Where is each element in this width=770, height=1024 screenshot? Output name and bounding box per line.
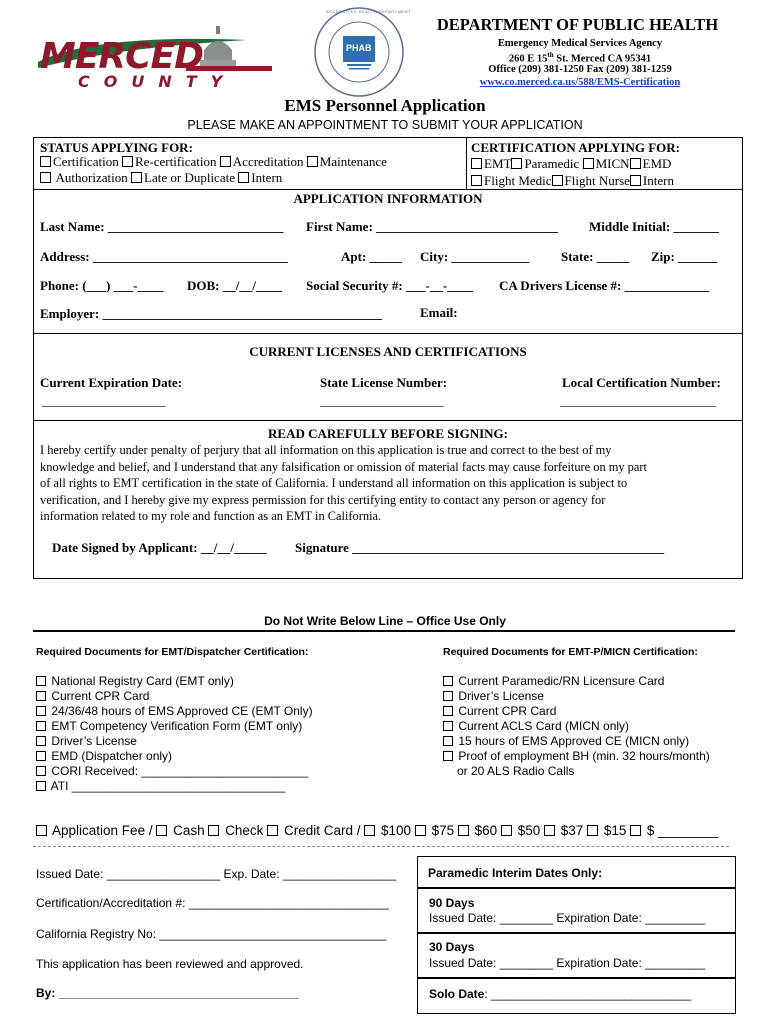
reviewed-statement: This application has been reviewed and approved. <box>36 957 304 971</box>
checkbox-icon[interactable] <box>443 676 453 686</box>
merced-county-logo <box>36 22 276 94</box>
checkbox-icon[interactable] <box>364 825 375 836</box>
agency-name: Emergency Medical Services Agency <box>497 38 663 49</box>
first-name-field[interactable]: First Name: ____________________________ <box>306 219 559 234</box>
list-item[interactable]: Current CPR Card <box>443 704 710 719</box>
checkbox-icon[interactable] <box>36 706 46 716</box>
page-title: EMS Personnel Application <box>284 96 486 115</box>
checkbox-icon[interactable] <box>36 691 46 701</box>
fee-row <box>36 823 718 838</box>
solo-date-field[interactable]: Solo Date: ______________________________ <box>429 987 692 1001</box>
issued-exp-date-field[interactable]: Issued Date: _________________ Exp. Date: _________________ <box>36 867 397 881</box>
address-field[interactable]: Address: ______________________________ <box>40 249 288 264</box>
checkbox-icon[interactable] <box>40 156 51 167</box>
zip-field[interactable]: Zip: ______ <box>651 249 718 264</box>
date-signed-field[interactable]: Date Signed by Applicant: __/__/_____ <box>52 540 267 555</box>
status-heading: STATUS APPLYING FOR: <box>40 140 193 155</box>
checkbox-icon[interactable] <box>36 721 46 731</box>
cert-row-1 <box>471 156 671 172</box>
office-use-rule <box>33 630 735 632</box>
status-accreditation[interactable]: Accreditation <box>220 154 304 169</box>
licenses-top-rule <box>33 333 743 334</box>
fee-100[interactable]: $100 <box>364 823 411 838</box>
middle-initial-field[interactable]: Middle Initial: _______ <box>589 219 720 234</box>
fee-60[interactable]: $60 <box>458 823 497 838</box>
phab-seal <box>313 6 411 98</box>
checkbox-icon[interactable] <box>36 736 46 746</box>
checkbox-icon[interactable] <box>40 172 51 183</box>
logo-word: MERCED <box>40 36 204 77</box>
checkbox-icon[interactable] <box>630 175 641 186</box>
expiration-date-input[interactable]: ___________________ <box>42 393 166 408</box>
status-authorization[interactable]: Authorization <box>40 170 128 185</box>
paramedic-docs-list <box>443 674 710 779</box>
list-item[interactable]: ATI ________________________________ <box>36 779 313 794</box>
list-item[interactable]: Current Paramedic/RN Licensure Card <box>443 674 710 689</box>
approved-by-field[interactable]: By: ____________________________________ <box>36 986 299 1000</box>
list-item[interactable]: EMT Competency Verification Form (EMT only) <box>36 719 313 734</box>
checkbox-icon[interactable] <box>630 825 641 836</box>
agency-phone: Office (209) 381-1250 Fax (209) 381-1259 <box>488 64 672 75</box>
fee-15[interactable]: $15 <box>587 823 626 838</box>
list-item[interactable]: Driver’s License <box>36 734 313 749</box>
cert-row-2 <box>471 173 674 189</box>
page-subtitle: PLEASE MAKE AN APPOINTMENT TO SUBMIT YOUR APPLICATION <box>187 118 583 132</box>
checkbox-icon[interactable] <box>36 825 47 836</box>
app-info-heading: APPLICATION INFORMATION <box>293 191 483 206</box>
fee-37[interactable]: $37 <box>544 823 583 838</box>
checkbox-icon[interactable] <box>36 751 46 761</box>
city-field[interactable]: City: ____________ <box>420 249 530 264</box>
checkbox-icon[interactable] <box>443 706 453 716</box>
checkbox-icon[interactable] <box>544 825 555 836</box>
cert-micn[interactable]: MICN <box>583 156 630 171</box>
cert-flight-nurse[interactable]: Flight Nurse <box>552 173 630 188</box>
status-intern[interactable]: Intern <box>238 170 282 185</box>
checkbox-icon[interactable] <box>36 766 46 776</box>
dob-field[interactable]: DOB: __/__/____ <box>187 278 282 293</box>
phone-field[interactable]: Phone: (___) ___-____ <box>40 278 164 293</box>
status-maintenance[interactable]: Maintenance <box>307 154 387 169</box>
status-row-1 <box>40 154 387 170</box>
days-90-dates-field[interactable]: Issued Date: ________ Expiration Date: _________ <box>429 911 706 925</box>
checkbox-icon[interactable] <box>501 825 512 836</box>
status-certification[interactable]: Certification <box>40 154 119 169</box>
checkbox-icon[interactable] <box>458 825 469 836</box>
agency-address: 260 E 15th St. Merced CA 95341 <box>508 51 652 65</box>
checkbox-icon[interactable] <box>36 781 46 791</box>
dept-title: DEPARTMENT OF PUBLIC HEALTH <box>436 15 719 34</box>
fee-credit-card[interactable]: Credit Card / <box>267 823 360 838</box>
list-item[interactable]: Proof of employment BH (min. 32 hours/month) <box>443 749 710 764</box>
days-30-label: 30 Days <box>429 940 475 954</box>
seal-text: ACCREDITED HEALTH DEPARTMENT <box>326 9 411 14</box>
licenses-heading: CURRENT LICENSES AND CERTIFICATIONS <box>249 344 527 359</box>
checkbox-icon[interactable] <box>443 721 453 731</box>
cert-paramedic[interactable]: Paramedic <box>511 156 579 171</box>
ca-drivers-license-field[interactable]: CA Drivers License #: _____________ <box>499 278 710 293</box>
list-item[interactable]: National Registry Card (EMT only) <box>36 674 313 689</box>
agency-link[interactable]: www.co.merced.ca.us/588/EMS-Certification <box>479 77 681 88</box>
state-field[interactable]: State: _____ <box>561 249 630 264</box>
checkbox-icon[interactable] <box>443 691 453 701</box>
fee-other[interactable]: $ ________ <box>630 823 718 838</box>
email-field[interactable]: Email: <box>420 305 458 320</box>
checkbox-icon[interactable] <box>443 751 453 761</box>
california-registry-field[interactable]: California Registry No: __________________________________ <box>36 927 387 941</box>
status-recertification[interactable]: Re-certification <box>122 154 217 169</box>
expiration-date-label: Current Expiration Date: <box>40 375 183 390</box>
dashed-separator <box>33 846 729 847</box>
list-item[interactable]: Driver’s License <box>443 689 710 704</box>
checkbox-icon[interactable] <box>36 676 46 686</box>
cert-emt[interactable]: EMT <box>471 156 511 171</box>
days-90-label: 90 Days <box>429 896 475 910</box>
state-license-label: State License Number: <box>320 375 448 390</box>
list-item[interactable]: 15 hours of EMS Approved CE (MICN only) <box>443 734 710 749</box>
days-30-dates-field[interactable]: Issued Date: ________ Expiration Date: _________ <box>429 956 706 970</box>
checkbox-icon[interactable] <box>220 156 231 167</box>
list-item[interactable]: CORI Received: _________________________ <box>36 764 313 779</box>
checkbox-icon[interactable] <box>156 825 167 836</box>
interim-rule-2 <box>417 932 736 934</box>
cert-flight-medic[interactable]: Flight Medic <box>471 173 552 188</box>
emt-docs-heading: Required Documents for EMT/Dispatcher Certification: <box>36 646 309 658</box>
checkbox-icon[interactable] <box>583 158 594 169</box>
status-bottom-rule <box>33 189 743 190</box>
state-license-input[interactable]: ___________________ <box>320 393 444 408</box>
checkbox-icon[interactable] <box>208 825 219 836</box>
interim-rule-3 <box>417 977 736 979</box>
status-late-duplicate[interactable]: Late or Duplicate <box>131 170 235 185</box>
certification-statement: I hereby certify under penalty of perjury that all information on this application is true and correct to the best of my knowledge and belief, and I understand that any falsification or omission of material facts may cause forfeiture on my part of all rights to EMT certification in the state of California. I understand all information on this application is subject to verification, and I hereby give my express permission for this certifying entity to contact any person or agency for information related to my role and function as an EMT in California. <box>40 443 647 523</box>
cert-heading: CERTIFICATION APPLYING FOR: <box>471 140 681 155</box>
logo-sub: COUNTY <box>78 72 237 91</box>
seal-letters: PHAB <box>346 43 372 53</box>
fee-application[interactable]: Application Fee / <box>36 823 153 838</box>
checkbox-icon[interactable] <box>471 158 482 169</box>
interim-rule-1 <box>417 887 736 889</box>
signing-top-rule <box>33 420 743 421</box>
signature-field[interactable]: Signature ________________________________________________ <box>295 540 665 555</box>
checkbox-icon[interactable] <box>122 156 133 167</box>
list-item[interactable]: EMD (Dispatcher only) <box>36 749 313 764</box>
ssn-field[interactable]: Social Security #: ___-__-____ <box>306 278 474 293</box>
checkbox-icon[interactable] <box>630 158 641 169</box>
list-item-continuation: or 20 ALS Radio Calls <box>457 764 575 778</box>
checkbox-icon[interactable] <box>511 158 522 169</box>
fee-check[interactable]: Check <box>208 823 263 838</box>
list-item[interactable]: Current CPR Card <box>36 689 313 704</box>
employer-field[interactable]: Employer: ___________________________________________ <box>40 306 382 321</box>
interim-heading: Paramedic Interim Dates Only: <box>428 866 603 880</box>
local-cert-label: Local Certification Number: <box>562 375 721 390</box>
cert-emd[interactable]: EMD <box>630 156 672 171</box>
apt-field[interactable]: Apt: _____ <box>341 249 403 264</box>
list-item[interactable]: Current ACLS Card (MICN only) <box>443 719 710 734</box>
emt-docs-list <box>36 674 313 794</box>
status-row-2 <box>40 170 282 186</box>
fee-50[interactable]: $50 <box>501 823 540 838</box>
checkbox-icon[interactable] <box>471 175 482 186</box>
fee-cash[interactable]: Cash <box>156 823 204 838</box>
cert-accreditation-number-field[interactable]: Certification/Accreditation #: ______________________________ <box>36 896 389 910</box>
signing-heading: READ CAREFULLY BEFORE SIGNING: <box>268 426 508 441</box>
checkbox-icon[interactable] <box>238 172 249 183</box>
status-divider <box>466 137 467 189</box>
local-cert-input[interactable]: ________________________ <box>560 393 716 408</box>
last-name-field[interactable]: Last Name: ___________________________ <box>40 219 284 234</box>
cert-intern[interactable]: Intern <box>630 173 674 188</box>
checkbox-icon[interactable] <box>552 175 563 186</box>
office-use-heading: Do Not Write Below Line – Office Use Only <box>264 614 506 628</box>
checkbox-icon[interactable] <box>307 156 318 167</box>
list-item[interactable]: 24/36/48 hours of EMS Approved CE (EMT Only) <box>36 704 313 719</box>
checkbox-icon[interactable] <box>443 736 453 746</box>
checkbox-icon[interactable] <box>267 825 278 836</box>
paramedic-docs-heading: Required Documents for EMT-P/MICN Certification: <box>443 646 698 658</box>
checkbox-icon[interactable] <box>587 825 598 836</box>
checkbox-icon[interactable] <box>131 172 142 183</box>
fee-75[interactable]: $75 <box>415 823 454 838</box>
checkbox-icon[interactable] <box>415 825 426 836</box>
